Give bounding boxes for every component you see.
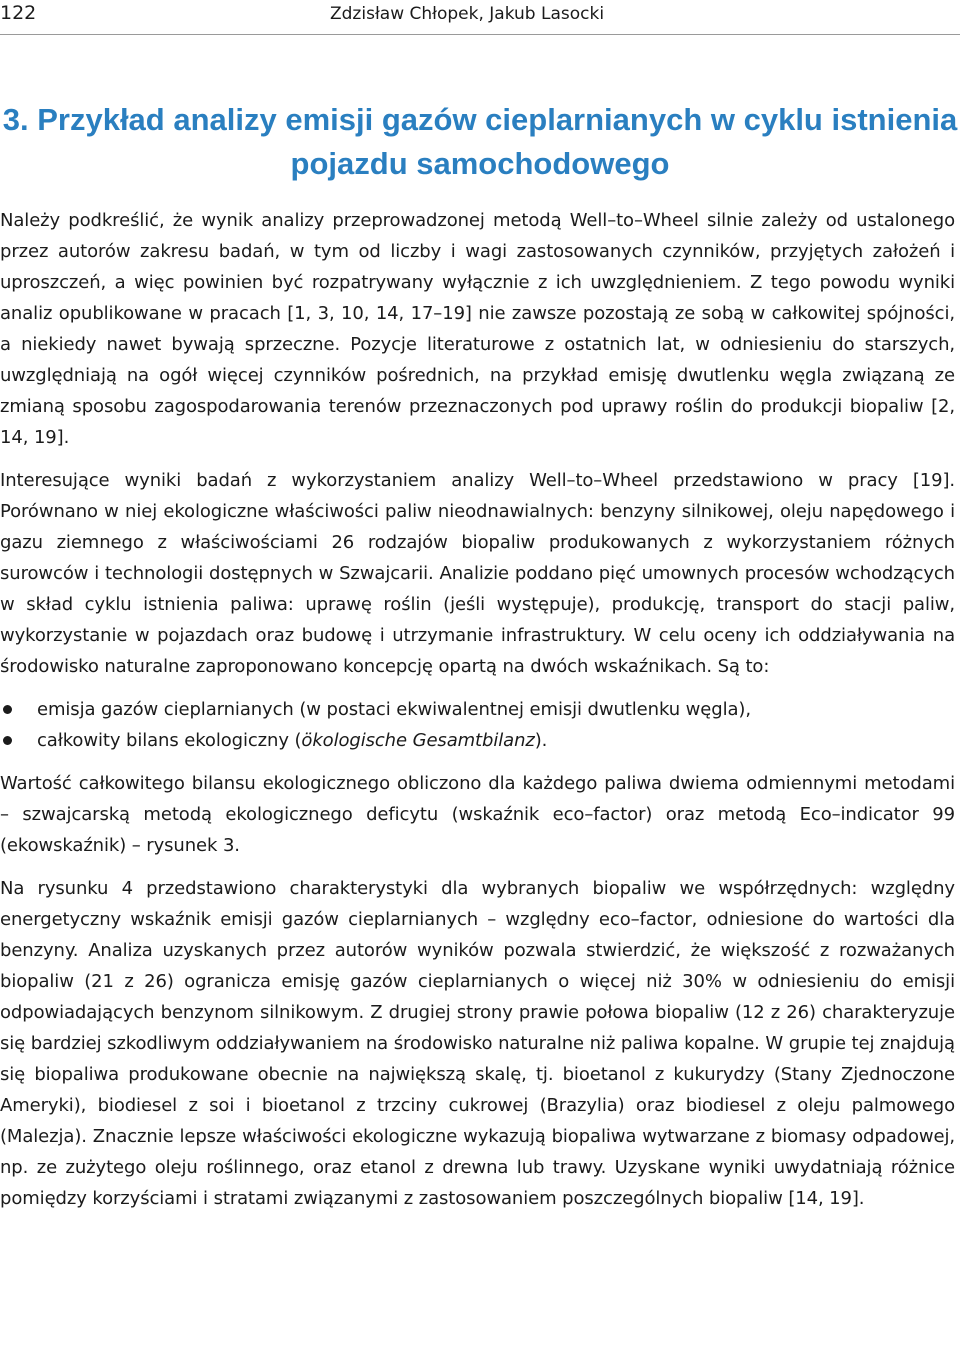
list-item-text-prefix: całkowity bilans ekologiczny ( [37, 730, 302, 751]
list-item-text-suffix: ). [534, 730, 548, 751]
running-header-authors: Zdzisław Chłopek, Jakub Lasocki [330, 4, 605, 24]
bullet-icon [3, 736, 12, 745]
indicator-list [0, 694, 955, 756]
paragraph-eco-balance-methods: Wartość całkowitego bilansu ekologicznego obliczono dla każdego paliwa dwiema odmiennymi metodami – szwajcarską metodą ekologicznego deficytu (wskaźnik eco–factor) oraz metodą Eco–indicator 99 (ekowskaźnik) – rysunek 3. [0, 773, 955, 856]
paragraph-study-19: Interesujące wyniki badań z wykorzystaniem analizy Well–to–Wheel przedstawiono w pracy [19]. Porównano w niej ekologiczne właściwości paliw nieodnawialnych: benzyny silnikowej, oleju napędowego i gazu ziemnego z właściwościami 26 rodzajów biopaliw produkowanych z wykorzystaniem różnych surowców i technologii dostępnych w Szwajcarii. Analizie poddano pięć umownych procesów wchodzących w skład cyklu istnienia paliwa: uprawę roślin (jeśli występuje), produkcję, transport do stacji paliw, wykorzystanie w pojazdach oraz budowę i utrzymanie infrastruktury. W celu oceny ich oddziaływania na środowisko naturalne zaproponowano koncepcję opartą na dwóch wskaźnikach. Są to: [0, 470, 955, 677]
list-item [0, 694, 955, 725]
bullet-icon [3, 705, 12, 714]
paragraph-well-to-wheel-dependence: Należy podkreślić, że wynik analizy przeprowadzonej metodą Well–to–Wheel silnie zależy od ustalonego przez autorów zakresu badań, w tym od liczby i wagi zastosowanych czynników, przyjętych założeń i uproszczeń, a więc powinien być rozpatrywany wyłącznie z ich uwzględnieniem. Z tego powodu wyniki analiz opublikowane w pracach [1, 3, 10, 14, 17–19] nie zawsze pozostają ze sobą w całkowitej spójności, a niekiedy nawet bywają sprzeczne. Pozycje literaturowe z ostatnich lat, w odniesieniu do starszych, uwzględniają na ogół więcej czynników pośrednich, na przykład emisję dwutlenku węgla związaną ze zmianą sposobu zagospodarowania terenów przeznaczonych pod uprawy roślin do produkcji biopaliw [2, 14, 19]. [0, 210, 955, 448]
list-item-text-italic: ökologische Gesamtbilanz [301, 730, 535, 751]
running-header [0, 0, 960, 35]
article-body [0, 205, 955, 1226]
header-rule [0, 34, 960, 35]
list-item-text: emisja gazów cieplarnianych (w postaci ekwiwalentnej emisji dwutlenku węgla), [37, 699, 751, 720]
list-item [0, 725, 955, 756]
section-title: 3. Przykład analizy emisji gazów cieplarnianych w cyklu istnienia pojazdu samochodowego [2, 102, 958, 181]
paragraph-figure-4-analysis: Na rysunku 4 przedstawiono charakterystyki dla wybranych biopaliw we współrzędnych: względny energetyczny wskaźnik emisji gazów cieplarnianych – względny eco–factor, odniesione do wartości dla benzyny. Analiza uzyskanych przez autorów wyników pozwala stwierdzić, że większość z rozważanych biopaliw (21 z 26) ogranicza emisję gazów cieplarnianych o więcej niż 30% w odniesieniu do emisji odpowiadających benzynom silnikowym. Z drugiej strony prawie połowa biopaliw (12 z 26) charakteryzuje się bardziej szkodliwym oddziaływaniem na środowisko naturalne niż paliwa kopalne. W grupie tej znajdują się biopaliwa produkowane obecnie na największą skalę, tj. bioetanol z kukurydzy (Stany Zjednoczone Ameryki), biodiesel z soi i bioetanol z trzciny cukrowej (Brazylia) oraz biodiesel z oleju palmowego (Malezja). Znacznie lepsze właściwości ekologiczne wykazują biopaliwa wytwarzane z biomasy odpadowej, np. ze zużytego oleju roślinnego, oraz etanol z drewna lub trawy. Uzyskane wyniki uwydatniają różnice pomiędzy korzyściami i stratami związanymi z zastosowaniem poszczególnych biopaliw [14, 19]. [0, 878, 955, 1209]
page-number: 122 [0, 2, 37, 24]
